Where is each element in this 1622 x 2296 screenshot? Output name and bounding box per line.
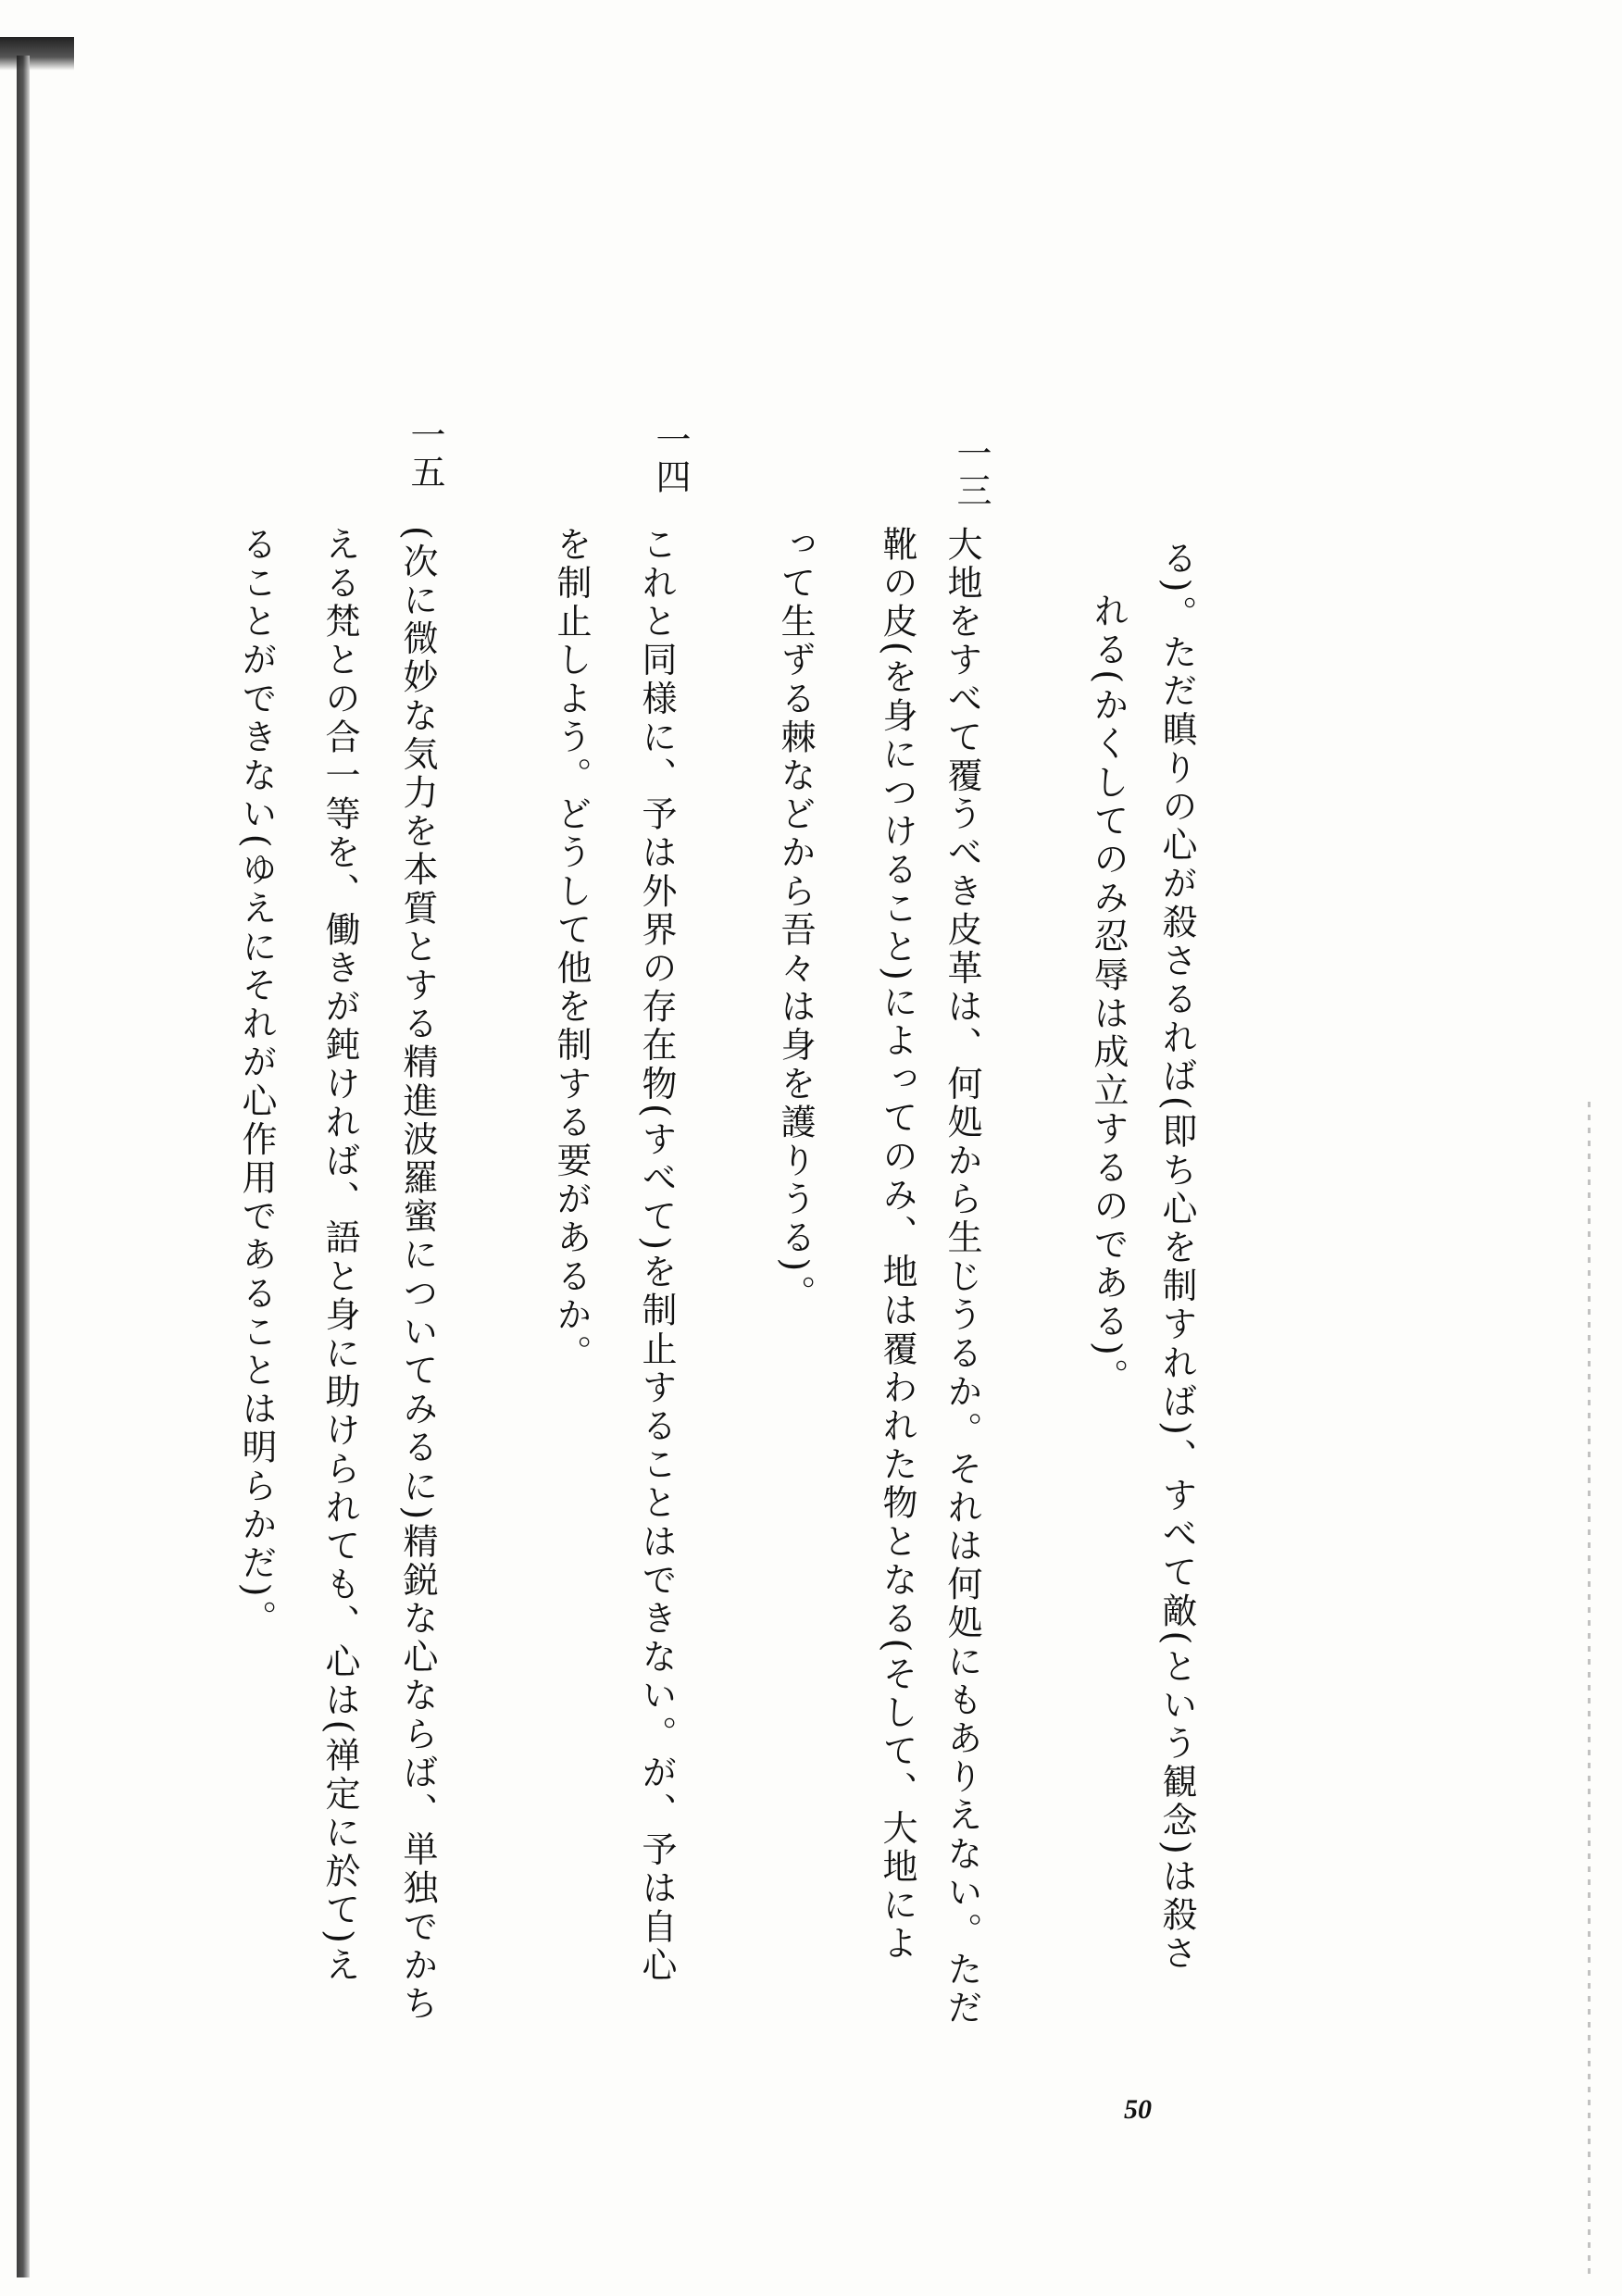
text-line: 大地をすべて覆うべき皮革は、何処から生じうるか。それは何処にもありえない。ただ: [942, 526, 982, 2028]
text-line: える梵との合一等を、働きが鈍ければ、語と身に助けられても、心は(禅定に於て)え: [319, 526, 360, 1986]
section-number: 一三: [951, 435, 992, 509]
section-number: 一四: [650, 421, 691, 495]
scan-edge-top-left: [0, 37, 74, 70]
text-line: ることができない(ゆえにそれが心作用であることは明らかだ)。: [236, 526, 277, 1639]
text-line: (次に微妙な気力を本質とする精進波羅蜜についてみるに)精鋭な心ならば、単独でかち: [397, 526, 438, 2024]
text-line: れる(かくしてのみ忍辱は成立するのである)。: [1088, 593, 1129, 1397]
text-line: を制止しよう。どうして他を制する要があるか。: [551, 526, 592, 1374]
section-number: 一五: [405, 417, 445, 491]
binding-edge: [17, 56, 30, 2277]
text-line: って生ずる棘などから吾々は身を護りうる)。: [775, 526, 816, 1314]
text-line: これと同様に、予は外界の存在物(すべて)を制止することはできない。が、予は自心: [636, 526, 677, 1986]
scan-edge-right: [1588, 1102, 1591, 2277]
text-line: る)。ただ瞋りの心が殺さるれば(即ち心を制すれば)、すべて敵(という観念)は殺さ: [1156, 540, 1197, 1974]
text-line: 靴の皮(を身につけること)によってのみ、地は覆われた物となる(そして、大地によ: [877, 526, 917, 1964]
page-number: 50: [1124, 2094, 1152, 2125]
